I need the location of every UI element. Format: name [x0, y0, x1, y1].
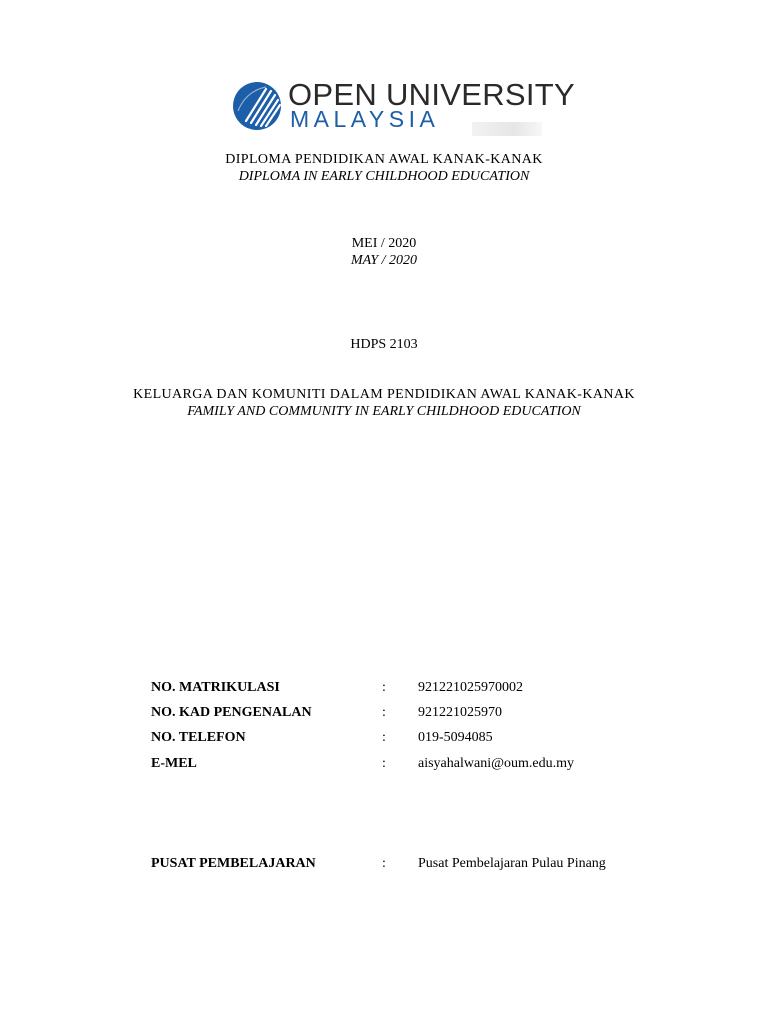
colon: :: [382, 730, 386, 745]
university-logo: [232, 77, 575, 136]
course-code: HDPS 2103: [350, 337, 418, 352]
detail-row-matric: [0, 679, 768, 697]
semester-english: MAY / 2020: [350, 253, 418, 268]
matric-label: NO. MATRIKULASI: [151, 680, 280, 695]
detail-row-phone: [0, 729, 768, 747]
matric-value: 921221025970002: [418, 680, 523, 695]
logo-text-open-university: OPEN UNIVERSITY: [288, 77, 575, 112]
phone-label: NO. TELEFON: [151, 730, 246, 745]
email-value: aisyahalwani@oum.edu.my: [418, 756, 574, 771]
course-title-malay: KELUARGA DAN KOMUNITI DALAM PENDIDIKAN AWAL KANAK-KANAK: [133, 387, 635, 402]
ic-label: NO. KAD PENGENALAN: [151, 705, 312, 720]
ic-value: 921221025970: [418, 705, 502, 720]
colon: :: [382, 705, 386, 720]
colon: :: [382, 756, 386, 771]
learning-centre-label: PUSAT PEMBELAJARAN: [151, 856, 316, 871]
logo-text-malaysia: MALAYSIA: [290, 106, 440, 132]
detail-row-ic: [0, 704, 768, 722]
phone-value: 019-5094085: [418, 730, 493, 745]
detail-row-email: [0, 755, 768, 773]
program-title-english: DIPLOMA IN EARLY CHILDHOOD EDUCATION: [238, 169, 530, 184]
program-title-malay: DIPLOMA PENDIDIKAN AWAL KANAK-KANAK: [225, 152, 543, 167]
detail-row-learning-centre: [0, 855, 768, 873]
course-title-english: FAMILY AND COMMUNITY IN EARLY CHILDHOOD EDUCATION: [187, 404, 581, 419]
email-label: E-MEL: [151, 756, 197, 771]
colon: :: [382, 680, 386, 695]
oum-globe-icon: [232, 81, 282, 131]
semester-malay: MEI / 2020: [351, 236, 417, 251]
logo-decorative-band: [472, 122, 542, 136]
colon: :: [382, 856, 386, 871]
learning-centre-value: Pusat Pembelajaran Pulau Pinang: [418, 856, 606, 871]
